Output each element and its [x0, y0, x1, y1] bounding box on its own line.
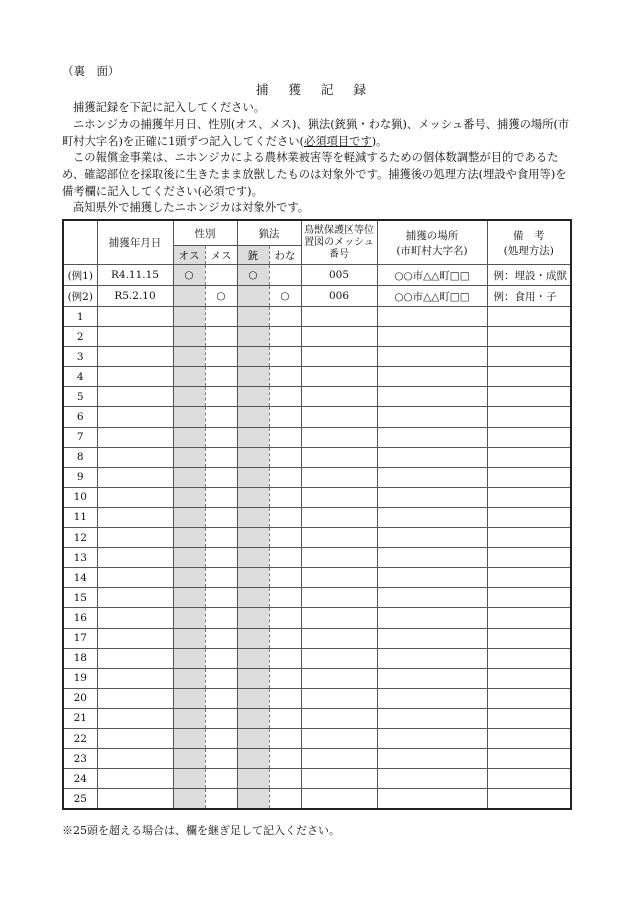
date-cell[interactable]	[97, 447, 173, 467]
female-cell[interactable]	[205, 668, 237, 688]
record-row	[63, 367, 571, 387]
female-cell[interactable]	[205, 447, 237, 467]
instruction-text: ニホンジカの捕獲年月日、性別(オス、メス)、猟法(銃猟・わな猟)、メッシュ番号、捕獲の場所(市町村大字名)を正確に1頭ずつ記入してください(	[62, 118, 570, 148]
trap-cell[interactable]	[269, 628, 301, 648]
remarks-cell[interactable]	[487, 568, 571, 588]
female-cell[interactable]	[205, 608, 237, 628]
place-cell[interactable]	[377, 407, 487, 427]
place-cell[interactable]	[377, 427, 487, 447]
male-cell[interactable]	[173, 648, 205, 668]
header-mesh: 鳥獣保護区等位置図のメッシュ番号	[301, 220, 377, 265]
date-cell[interactable]	[97, 769, 173, 789]
gun-cell[interactable]	[237, 507, 269, 527]
gun-cell[interactable]	[237, 367, 269, 387]
place-cell[interactable]	[377, 327, 487, 347]
record-row	[63, 568, 571, 588]
mesh-cell[interactable]	[301, 427, 377, 447]
date-cell[interactable]	[97, 688, 173, 708]
date-cell[interactable]	[97, 789, 173, 810]
remarks-cell[interactable]	[487, 387, 571, 407]
gun-cell[interactable]	[237, 708, 269, 728]
female-cell[interactable]	[205, 688, 237, 708]
trap-cell[interactable]	[269, 487, 301, 507]
trap-cell[interactable]	[269, 347, 301, 367]
male-cell[interactable]	[173, 688, 205, 708]
place-cell[interactable]	[377, 668, 487, 688]
record-row	[63, 387, 571, 407]
record-row	[63, 447, 571, 467]
male-cell[interactable]	[173, 327, 205, 347]
example-date: R5.2.10	[97, 286, 173, 307]
example-male: ○	[173, 265, 205, 286]
female-cell[interactable]	[205, 347, 237, 367]
male-cell[interactable]	[173, 608, 205, 628]
remarks-cell[interactable]	[487, 628, 571, 648]
record-row	[63, 769, 571, 789]
capture-record-table	[62, 219, 572, 810]
mesh-cell[interactable]	[301, 367, 377, 387]
place-cell[interactable]	[377, 648, 487, 668]
mesh-cell[interactable]	[301, 668, 377, 688]
remarks-cell[interactable]	[487, 548, 571, 568]
trap-cell[interactable]	[269, 407, 301, 427]
remarks-cell[interactable]	[487, 769, 571, 789]
place-cell[interactable]	[377, 769, 487, 789]
gun-cell[interactable]	[237, 728, 269, 748]
example-row	[63, 286, 571, 307]
female-cell[interactable]	[205, 708, 237, 728]
gun-cell[interactable]	[237, 628, 269, 648]
female-cell[interactable]	[205, 367, 237, 387]
gun-cell[interactable]	[237, 327, 269, 347]
place-cell[interactable]	[377, 347, 487, 367]
example-row	[63, 265, 571, 286]
trap-cell[interactable]	[269, 588, 301, 608]
mesh-cell[interactable]	[301, 467, 377, 487]
record-row	[63, 407, 571, 427]
female-cell[interactable]	[205, 307, 237, 327]
example-label: (例2)	[63, 286, 97, 307]
header-sex: 性別	[173, 220, 237, 246]
header-remarks-line1: 備 考	[513, 229, 545, 242]
trap-cell[interactable]	[269, 528, 301, 548]
row-number: 19	[63, 668, 97, 688]
place-cell[interactable]	[377, 387, 487, 407]
header-trap: わな	[269, 246, 301, 265]
row-number: 4	[63, 367, 97, 387]
header-male: オス	[173, 246, 205, 265]
place-cell[interactable]	[377, 568, 487, 588]
row-number: 10	[63, 487, 97, 507]
trap-cell[interactable]	[269, 427, 301, 447]
row-number: 9	[63, 467, 97, 487]
row-number: 22	[63, 728, 97, 748]
mesh-cell[interactable]	[301, 568, 377, 588]
male-cell[interactable]	[173, 507, 205, 527]
date-cell[interactable]	[97, 427, 173, 447]
record-row	[63, 728, 571, 748]
record-row	[63, 749, 571, 769]
date-cell[interactable]	[97, 307, 173, 327]
place-cell[interactable]	[377, 588, 487, 608]
male-cell[interactable]	[173, 769, 205, 789]
date-cell[interactable]	[97, 467, 173, 487]
mesh-cell[interactable]	[301, 487, 377, 507]
male-cell[interactable]	[173, 568, 205, 588]
mesh-cell[interactable]	[301, 528, 377, 548]
date-cell[interactable]	[97, 708, 173, 728]
date-cell[interactable]	[97, 487, 173, 507]
record-row	[63, 668, 571, 688]
page-title: 捕 獲 記 録	[256, 82, 374, 97]
instruction-paragraph-1	[62, 100, 574, 117]
example-remarks: 例：食用・子	[487, 286, 571, 307]
example-place: ○○市△△町□□	[377, 286, 487, 307]
required-note: 必須項目です	[303, 134, 372, 148]
mesh-cell[interactable]	[301, 769, 377, 789]
record-row	[63, 507, 571, 527]
example-place: ○○市△△町□□	[377, 265, 487, 286]
header-place-line1: 捕獲の場所	[405, 229, 459, 242]
record-row	[63, 427, 571, 447]
male-cell[interactable]	[173, 447, 205, 467]
mesh-cell[interactable]	[301, 628, 377, 648]
place-cell[interactable]	[377, 548, 487, 568]
female-cell[interactable]	[205, 507, 237, 527]
female-cell[interactable]	[205, 407, 237, 427]
record-row	[63, 588, 571, 608]
date-cell[interactable]	[97, 749, 173, 769]
mesh-cell[interactable]	[301, 447, 377, 467]
trap-cell[interactable]	[269, 568, 301, 588]
row-number: 5	[63, 387, 97, 407]
trap-cell[interactable]	[269, 387, 301, 407]
row-number: 2	[63, 327, 97, 347]
record-row	[63, 708, 571, 728]
row-number: 8	[63, 447, 97, 467]
date-cell[interactable]	[97, 407, 173, 427]
place-cell[interactable]	[377, 688, 487, 708]
row-number: 18	[63, 648, 97, 668]
remarks-cell[interactable]	[487, 749, 571, 769]
remarks-cell[interactable]	[487, 728, 571, 748]
place-cell[interactable]	[377, 528, 487, 548]
gun-cell[interactable]	[237, 307, 269, 327]
female-cell[interactable]	[205, 588, 237, 608]
remarks-cell[interactable]	[487, 688, 571, 708]
record-row	[63, 548, 571, 568]
gun-cell[interactable]	[237, 688, 269, 708]
gun-cell[interactable]	[237, 548, 269, 568]
male-cell[interactable]	[173, 749, 205, 769]
male-cell[interactable]	[173, 628, 205, 648]
trap-cell[interactable]	[269, 648, 301, 668]
place-cell[interactable]	[377, 447, 487, 467]
gun-cell[interactable]	[237, 749, 269, 769]
female-cell[interactable]	[205, 648, 237, 668]
date-cell[interactable]	[97, 548, 173, 568]
gun-cell[interactable]	[237, 588, 269, 608]
place-cell[interactable]	[377, 367, 487, 387]
gun-cell[interactable]	[237, 347, 269, 367]
remarks-cell[interactable]	[487, 789, 571, 810]
date-cell[interactable]	[97, 668, 173, 688]
date-cell[interactable]	[97, 608, 173, 628]
mesh-cell[interactable]	[301, 347, 377, 367]
female-cell[interactable]	[205, 728, 237, 748]
remarks-cell[interactable]	[487, 708, 571, 728]
male-cell[interactable]	[173, 427, 205, 447]
gun-cell[interactable]	[237, 467, 269, 487]
example-gun: ○	[237, 265, 269, 286]
remarks-cell[interactable]	[487, 467, 571, 487]
remarks-cell[interactable]	[487, 648, 571, 668]
header-method: 猟法	[237, 220, 301, 246]
row-number: 14	[63, 568, 97, 588]
trap-cell[interactable]	[269, 548, 301, 568]
place-cell[interactable]	[377, 507, 487, 527]
female-cell[interactable]	[205, 467, 237, 487]
date-cell[interactable]	[97, 327, 173, 347]
gun-cell[interactable]	[237, 769, 269, 789]
place-cell[interactable]	[377, 608, 487, 628]
gun-cell[interactable]	[237, 407, 269, 427]
row-number: 7	[63, 427, 97, 447]
record-row	[63, 789, 571, 810]
header-gun: 銃	[237, 246, 269, 265]
female-cell[interactable]	[205, 528, 237, 548]
place-cell[interactable]	[377, 487, 487, 507]
male-cell[interactable]	[173, 789, 205, 810]
record-row	[63, 307, 571, 327]
male-cell[interactable]	[173, 708, 205, 728]
date-cell[interactable]	[97, 507, 173, 527]
male-cell[interactable]	[173, 407, 205, 427]
row-number: 20	[63, 688, 97, 708]
instruction-text: この報償金事業は、ニホンジカによる農林業被害等を軽減するための個体数調整が目的であるため、確認部位を採取後に生きたまま放獣したものは対象外です。捕獲後の処理方法(埋設や食用等)を備考欄に記入してください(必須です)。	[62, 151, 567, 198]
trap-cell[interactable]	[269, 769, 301, 789]
trap-cell[interactable]	[269, 608, 301, 628]
male-cell[interactable]	[173, 467, 205, 487]
record-row	[63, 487, 571, 507]
trap-cell[interactable]	[269, 367, 301, 387]
example-female	[205, 265, 237, 286]
female-cell[interactable]	[205, 628, 237, 648]
place-cell[interactable]	[377, 467, 487, 487]
header-place-line2: (市町村大字名)	[396, 244, 468, 257]
row-number: 11	[63, 507, 97, 527]
place-cell[interactable]	[377, 728, 487, 748]
date-cell[interactable]	[97, 528, 173, 548]
date-cell[interactable]	[97, 648, 173, 668]
date-cell[interactable]	[97, 728, 173, 748]
header-place	[377, 220, 487, 265]
gun-cell[interactable]	[237, 447, 269, 467]
trap-cell[interactable]	[269, 708, 301, 728]
mesh-cell[interactable]	[301, 307, 377, 327]
gun-cell[interactable]	[237, 528, 269, 548]
row-number: 23	[63, 749, 97, 769]
remarks-cell[interactable]	[487, 528, 571, 548]
header-remarks-line2: (処理方法)	[503, 244, 554, 257]
date-cell[interactable]	[97, 367, 173, 387]
row-number: 15	[63, 588, 97, 608]
example-trap: ○	[269, 286, 301, 307]
date-cell[interactable]	[97, 568, 173, 588]
gun-cell[interactable]	[237, 668, 269, 688]
gun-cell[interactable]	[237, 789, 269, 810]
row-number: 1	[63, 307, 97, 327]
male-cell[interactable]	[173, 668, 205, 688]
trap-cell[interactable]	[269, 728, 301, 748]
example-remarks: 例：埋設・成獣	[487, 265, 571, 286]
female-cell[interactable]	[205, 769, 237, 789]
female-cell[interactable]	[205, 427, 237, 447]
example-male	[173, 286, 205, 307]
remarks-cell[interactable]	[487, 588, 571, 608]
remarks-cell[interactable]	[487, 608, 571, 628]
place-cell[interactable]	[377, 708, 487, 728]
row-number: 21	[63, 708, 97, 728]
instruction-text: 高知県外で捕獲したニホンジカは対象外です。	[73, 201, 310, 214]
male-cell[interactable]	[173, 528, 205, 548]
mesh-cell[interactable]	[301, 327, 377, 347]
example-mesh: 006	[301, 286, 377, 307]
record-row	[63, 467, 571, 487]
female-cell[interactable]	[205, 568, 237, 588]
record-row	[63, 347, 571, 367]
male-cell[interactable]	[173, 387, 205, 407]
trap-cell[interactable]	[269, 789, 301, 810]
remarks-cell[interactable]	[487, 447, 571, 467]
gun-cell[interactable]	[237, 648, 269, 668]
mesh-cell[interactable]	[301, 608, 377, 628]
remarks-cell[interactable]	[487, 307, 571, 327]
place-cell[interactable]	[377, 749, 487, 769]
row-number: 25	[63, 789, 97, 810]
record-row	[63, 688, 571, 708]
remarks-cell[interactable]	[487, 668, 571, 688]
trap-cell[interactable]	[269, 467, 301, 487]
mesh-cell[interactable]	[301, 648, 377, 668]
male-cell[interactable]	[173, 367, 205, 387]
male-cell[interactable]	[173, 588, 205, 608]
male-cell[interactable]	[173, 487, 205, 507]
female-cell[interactable]	[205, 548, 237, 568]
female-cell[interactable]	[205, 487, 237, 507]
gun-cell[interactable]	[237, 608, 269, 628]
instruction-paragraph-3	[62, 150, 574, 200]
date-cell[interactable]	[97, 588, 173, 608]
mesh-cell[interactable]	[301, 588, 377, 608]
header-remarks	[487, 220, 571, 265]
header-number	[63, 220, 97, 265]
record-row	[63, 528, 571, 548]
footnote: ※25頭を超える場合は、欄を継ぎ足して記入ください。	[62, 824, 340, 837]
trap-cell[interactable]	[269, 447, 301, 467]
remarks-cell[interactable]	[487, 367, 571, 387]
date-cell[interactable]	[97, 387, 173, 407]
mesh-cell[interactable]	[301, 728, 377, 748]
remarks-cell[interactable]	[487, 427, 571, 447]
row-number: 6	[63, 407, 97, 427]
example-female: ○	[205, 286, 237, 307]
row-number: 13	[63, 548, 97, 568]
remarks-cell[interactable]	[487, 487, 571, 507]
example-date: R4.11.15	[97, 265, 173, 286]
trap-cell[interactable]	[269, 668, 301, 688]
trap-cell[interactable]	[269, 307, 301, 327]
trap-cell[interactable]	[269, 327, 301, 347]
female-cell[interactable]	[205, 387, 237, 407]
instruction-text-tail: )。	[371, 134, 388, 148]
male-cell[interactable]	[173, 347, 205, 367]
mesh-cell[interactable]	[301, 507, 377, 527]
mesh-cell[interactable]	[301, 407, 377, 427]
mesh-cell[interactable]	[301, 789, 377, 810]
female-cell[interactable]	[205, 789, 237, 810]
page-side-label: （裏 面）	[62, 64, 120, 78]
record-row	[63, 628, 571, 648]
instruction-paragraph-4	[62, 200, 574, 217]
female-cell[interactable]	[205, 327, 237, 347]
record-row	[63, 648, 571, 668]
example-mesh: 005	[301, 265, 377, 286]
record-row	[63, 327, 571, 347]
record-row	[63, 608, 571, 628]
example-trap	[269, 265, 301, 286]
trap-cell[interactable]	[269, 507, 301, 527]
remarks-cell[interactable]	[487, 327, 571, 347]
remarks-cell[interactable]	[487, 507, 571, 527]
place-cell[interactable]	[377, 307, 487, 327]
male-cell[interactable]	[173, 307, 205, 327]
date-cell[interactable]	[97, 628, 173, 648]
instruction-text: 捕獲記録を下記に記入してください。	[73, 101, 266, 114]
gun-cell[interactable]	[237, 568, 269, 588]
row-number: 12	[63, 528, 97, 548]
instruction-paragraph-2	[62, 117, 574, 151]
row-number: 3	[63, 347, 97, 367]
gun-cell[interactable]	[237, 487, 269, 507]
male-cell[interactable]	[173, 548, 205, 568]
remarks-cell[interactable]	[487, 347, 571, 367]
trap-cell[interactable]	[269, 688, 301, 708]
header-date: 捕獲年月日	[97, 220, 173, 265]
male-cell[interactable]	[173, 728, 205, 748]
mesh-cell[interactable]	[301, 548, 377, 568]
header-female: メス	[205, 246, 237, 265]
example-gun	[237, 286, 269, 307]
mesh-cell[interactable]	[301, 708, 377, 728]
place-cell[interactable]	[377, 628, 487, 648]
mesh-cell[interactable]	[301, 688, 377, 708]
row-number: 24	[63, 769, 97, 789]
row-number: 17	[63, 628, 97, 648]
gun-cell[interactable]	[237, 387, 269, 407]
row-number: 16	[63, 608, 97, 628]
gun-cell[interactable]	[237, 427, 269, 447]
remarks-cell[interactable]	[487, 407, 571, 427]
date-cell[interactable]	[97, 347, 173, 367]
trap-cell[interactable]	[269, 749, 301, 769]
female-cell[interactable]	[205, 749, 237, 769]
mesh-cell[interactable]	[301, 749, 377, 769]
place-cell[interactable]	[377, 789, 487, 810]
mesh-cell[interactable]	[301, 387, 377, 407]
example-label: (例1)	[63, 265, 97, 286]
